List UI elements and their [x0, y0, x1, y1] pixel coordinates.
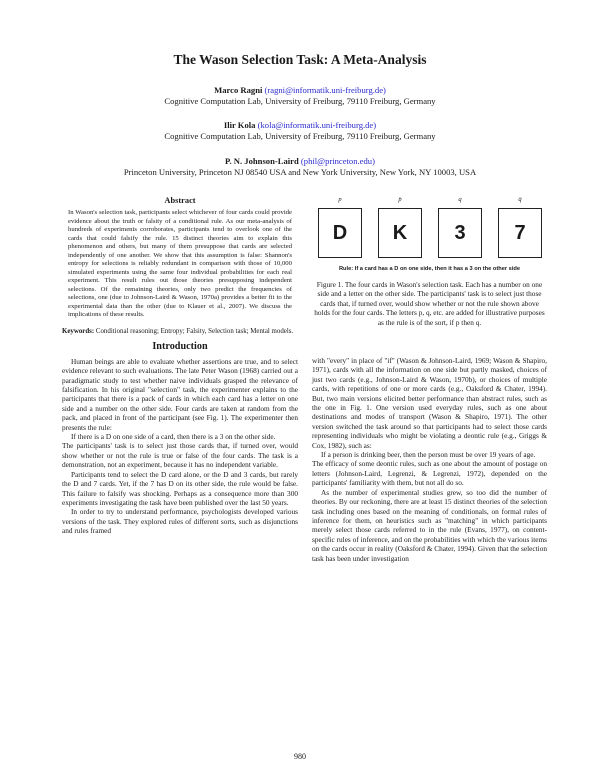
card-k: K [378, 208, 422, 258]
keywords-label: Keywords: [62, 327, 95, 335]
intro-paragraph: Participants tend to select the D card alone, or the D and 3 cards, but rarely the D and 7 cards. Yet, if the 7 has D on its other side, the rule would be false. This failure to falsify was shocking. Perhaps as a consequence more than 300 experiments investigating the task have been published over the last 50 years. [62, 469, 298, 507]
body-paragraph: with "every" in place of "if" (Wason & Johnson-Laird, 1969; Wason & Shapiro, 1971), cards with all the information on one side but partly masked, choices of just two cards (e.g., Johnson-Laird & Wason, 1970b), or choices of multiple cards, with repetitions of one or more cards (e.g., Oaksford & Chater, 1994). But, two main versions elicited better performance than abstract rules, such as the one in Fig. 1. One version used everyday rules, such as one about destinations and modes of transport (Wason & Shapiro, 1971). The other version switched the task around so that participants had to select those cards representing individuals who might be violating a deontic rule (e.g., Griggs & Cox, 1982), such as: [312, 356, 547, 450]
card-label-q: q [458, 196, 462, 203]
card-label-not-q: q̄ [518, 196, 522, 203]
card-label-p: p [338, 196, 342, 203]
card-d: D [318, 208, 362, 258]
intro-paragraph: Human beings are able to evaluate whether assertions are true, and to select evidence relevant to such evaluations. The late Peter Wason (1968) carried out a paradigmatic study to test whether naive individuals grasped the relevance of falsification. In his original "selection" task, the experimenter explains to the participants that there is a pack of cards in which each card has a letter on one side and a number on the other side. Four cards are taken at random from the pack, and placed in front of the participant (see Fig. 1). The experimenter then presents the rule: [62, 356, 298, 432]
deontic-quote: If a person is drinking beer, then the person must be over 19 years of age. [321, 450, 536, 460]
author-email-link[interactable]: (kola@informatik.uni-freiburg.de) [257, 120, 377, 130]
card-label-not-p: p̄ [398, 196, 402, 203]
author-3 [0, 156, 600, 178]
left-column [62, 196, 298, 536]
right-column [312, 356, 547, 563]
intro-paragraph: The participants' task is to select just those cards that, if turned over, would show whether or not the rule is true or false of the four cards. The task is a demonstration, not an experiment, because it has no independent variable. [62, 441, 298, 470]
keywords [62, 328, 298, 337]
figure-1 [312, 196, 547, 262]
figure-caption: Figure 1. The four cards in Wason's selection task. Each has a number on one side and a letter on the other side. The participants' task is to select just those cards that, if turned over, would show whether or not the rule shown above holds for the four cards. The letters p, q, etc. are added for illustrative purposes as the rule is of the sort, if p then q. [314, 280, 545, 327]
rule-quote: If there is a D on one side of a card, then there is a 3 on the other side. [71, 432, 276, 442]
author-name: Marco Ragni [214, 85, 263, 95]
card-7: 7 [498, 208, 542, 258]
body-paragraph: As the number of experimental studies grew, so too did the number of theories. By our reckoning, there are at least 15 distinct theories of the selection task including ones based on the meaning of conditionals, on formal rules of inference for them, on heuristics such as "matching" in which participants merely select those cards referred to in the rule (Evans, 1977), on content-specific rules of inference, and on the probabilities with which the various items on the cards occur in reality (Oaksford & Chater, 1994). Given that the selection task has been under investigation [312, 487, 547, 563]
keywords-text: Conditional reasoning; Entropy; Falsity, Selection task; Mental models. [95, 327, 294, 335]
introduction-heading: Introduction [152, 341, 208, 353]
abstract-heading: Abstract [164, 196, 196, 205]
card-3: 3 [438, 208, 482, 258]
author-affiliation: Cognitive Computation Lab, University of Freiburg, 79110 Freiburg, Germany [164, 131, 436, 141]
author-name: P. N. Johnson-Laird [225, 156, 299, 166]
author-affiliation: Princeton University, Princeton NJ 08540 USA and New York University, New York, NY 10003, USA [123, 167, 477, 177]
figure-rule: Rule: If a card has a D on one side, then it has a 3 on the other side [338, 266, 521, 272]
author-name: Ilir Kola [223, 120, 256, 130]
author-affiliation: Cognitive Computation Lab, University of Freiburg, 79110 Freiburg, Germany [164, 96, 436, 106]
body-paragraph: The efficacy of some deontic rules, such as one about the amount of postage on letters (Johnson-Laird, Legrenzi, & Legrenzi, 1972), depended on the participants' familiarity with them, but not all do so. [312, 459, 547, 488]
paper-title: The Wason Selection Task: A Meta-Analysis [173, 52, 427, 67]
author-email-link[interactable]: (phil@princeton.edu) [300, 156, 375, 166]
page-number: 980 [294, 752, 306, 761]
abstract-text: In Wason's selection task, participants select whichever of four cards could provide evidence about the truth or falsity of a conditional rule. As our meta-analysis of hundreds of experiments corroborates, participants tend to overlook one of the cards that could falsify the rule. 15 distinct theories aim to explain this phenomenon and others, but many of them presuppose that cards are selected independently of one another. We show that this assumption is false: Shannon's entropy for selections is reliably redundant in comparison with those of 10,000 simulated experiments using the same four individual probabilities for each real experiment. This result rules out those theories presupposing independent selections. Of the remaining theories, only two predict the frequencies of selections, one (due to Johnson-Laird & Wason, 1970a) provides a better fit to the experimental data than the other (due to Klauer et al., 2007). We discuss the implications of these results. [68, 209, 292, 319]
author-2 [0, 120, 600, 142]
author-email-link[interactable]: (ragni@informatik.uni-freiburg.de) [264, 85, 386, 95]
author-1 [0, 85, 600, 107]
intro-paragraph: In order to try to understand performance, psychologists developed various versions of the task. They explored rules of different sorts, such as disjunctions and rules framed [62, 507, 298, 536]
